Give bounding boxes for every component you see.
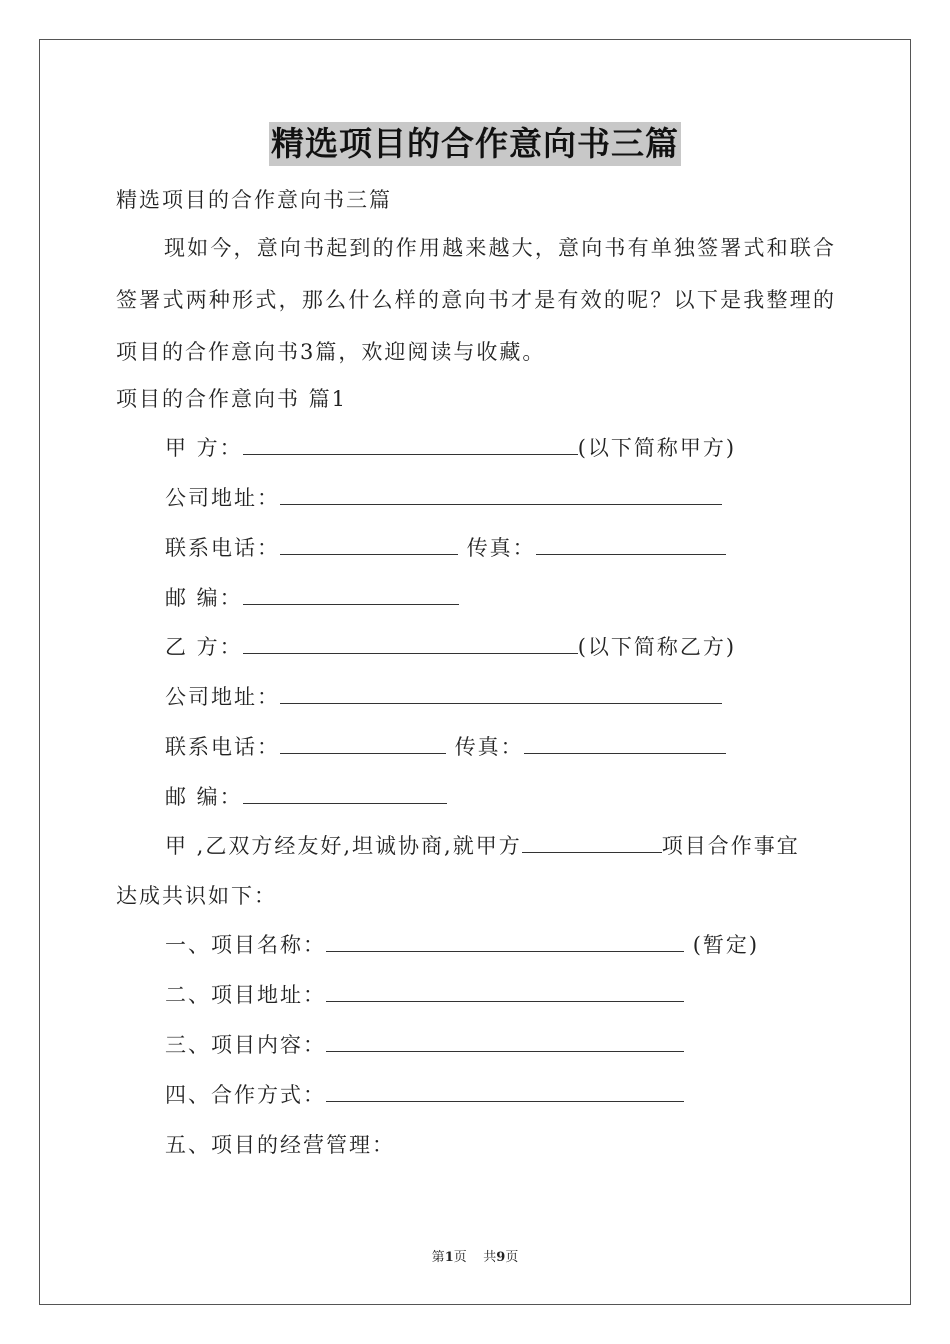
party-b-zip-label: 邮 编： <box>165 785 243 809</box>
party-a-zip-label: 邮 编： <box>165 586 243 610</box>
party-b-zip-row <box>165 782 447 812</box>
agreement-text-2: 项目合作事宜 <box>661 834 800 858</box>
party-b-phone-label: 联系电话： <box>165 735 280 759</box>
item-blank[interactable] <box>326 1081 684 1102</box>
party-b-fax-blank[interactable] <box>524 733 726 754</box>
agreement-project-blank[interactable] <box>522 832 662 853</box>
agreement-row <box>165 831 800 861</box>
party-a-address-blank[interactable] <box>280 484 722 505</box>
item-blank[interactable] <box>326 1031 684 1052</box>
party-b-address-blank[interactable] <box>280 683 722 704</box>
item-row <box>165 930 759 960</box>
party-b-address-label: 公司地址： <box>165 685 280 709</box>
item-label: 二、项目地址： <box>165 983 326 1007</box>
party-a-phone-row <box>165 533 726 563</box>
party-a-blank[interactable] <box>243 434 578 455</box>
party-b-suffix: (以下简称乙方) <box>577 635 737 659</box>
party-a-suffix: (以下简称甲方) <box>577 436 737 460</box>
footer-suffix: 页 <box>505 1250 519 1265</box>
party-a-label: 甲 方： <box>165 436 243 460</box>
item-row <box>165 980 684 1010</box>
footer-prefix: 第 <box>431 1250 445 1265</box>
party-a-phone-blank[interactable] <box>280 534 458 555</box>
section-heading: 项目的合作意向书 篇1 <box>116 387 348 411</box>
item-row <box>165 1130 395 1160</box>
party-a-phone-label: 联系电话： <box>165 536 280 560</box>
footer-page-current: 1 <box>444 1250 454 1265</box>
page-footer <box>0 1246 950 1265</box>
intro-paragraph: 现如今，意向书起到的作用越来越大，意向书有单独签署式和联合签署式两种形式，那么什么样的意向书才是有效的呢？以下是我整理的项目的合作意向书3篇，欢迎阅读与收藏。 <box>116 236 836 364</box>
item-label: 三、项目内容： <box>165 1033 326 1057</box>
item-blank[interactable] <box>326 981 684 1002</box>
party-a-row <box>165 433 736 463</box>
party-b-address-row <box>165 682 722 712</box>
party-b-blank[interactable] <box>243 633 578 654</box>
agreement-text-1: 甲 ,乙双方经友好,坦诚协商,就甲方 <box>165 834 522 858</box>
item-label: 一、项目名称： <box>165 933 326 957</box>
party-b-row <box>165 632 736 662</box>
item-label: 五、项目的经营管理： <box>165 1133 395 1157</box>
item-row <box>165 1080 684 1110</box>
party-a-zip-blank[interactable] <box>243 584 459 605</box>
party-a-fax-label: 传真： <box>466 536 536 560</box>
footer-page-total: 9 <box>496 1250 506 1265</box>
party-b-phone-blank[interactable] <box>280 733 446 754</box>
document-subtitle: 精选项目的合作意向书三篇 <box>116 188 392 212</box>
party-a-zip-row <box>165 583 459 613</box>
item-row <box>165 1030 684 1060</box>
party-b-label: 乙 方： <box>165 635 243 659</box>
party-a-address-row <box>165 483 722 513</box>
party-a-fax-blank[interactable] <box>536 534 726 555</box>
item-blank[interactable] <box>326 931 684 952</box>
item-suffix: (暂定) <box>692 933 760 957</box>
party-b-phone-row <box>165 732 726 762</box>
party-a-address-label: 公司地址： <box>165 486 280 510</box>
item-label: 四、合作方式： <box>165 1083 326 1107</box>
footer-mid: 页 共 <box>453 1250 497 1265</box>
party-b-zip-blank[interactable] <box>243 783 447 804</box>
document-title <box>0 122 950 166</box>
party-b-fax-label: 传真： <box>454 735 524 759</box>
agreement-text-3: 达成共识如下： <box>116 884 277 908</box>
document-title-text: 精选项目的合作意向书三篇 <box>269 122 681 166</box>
